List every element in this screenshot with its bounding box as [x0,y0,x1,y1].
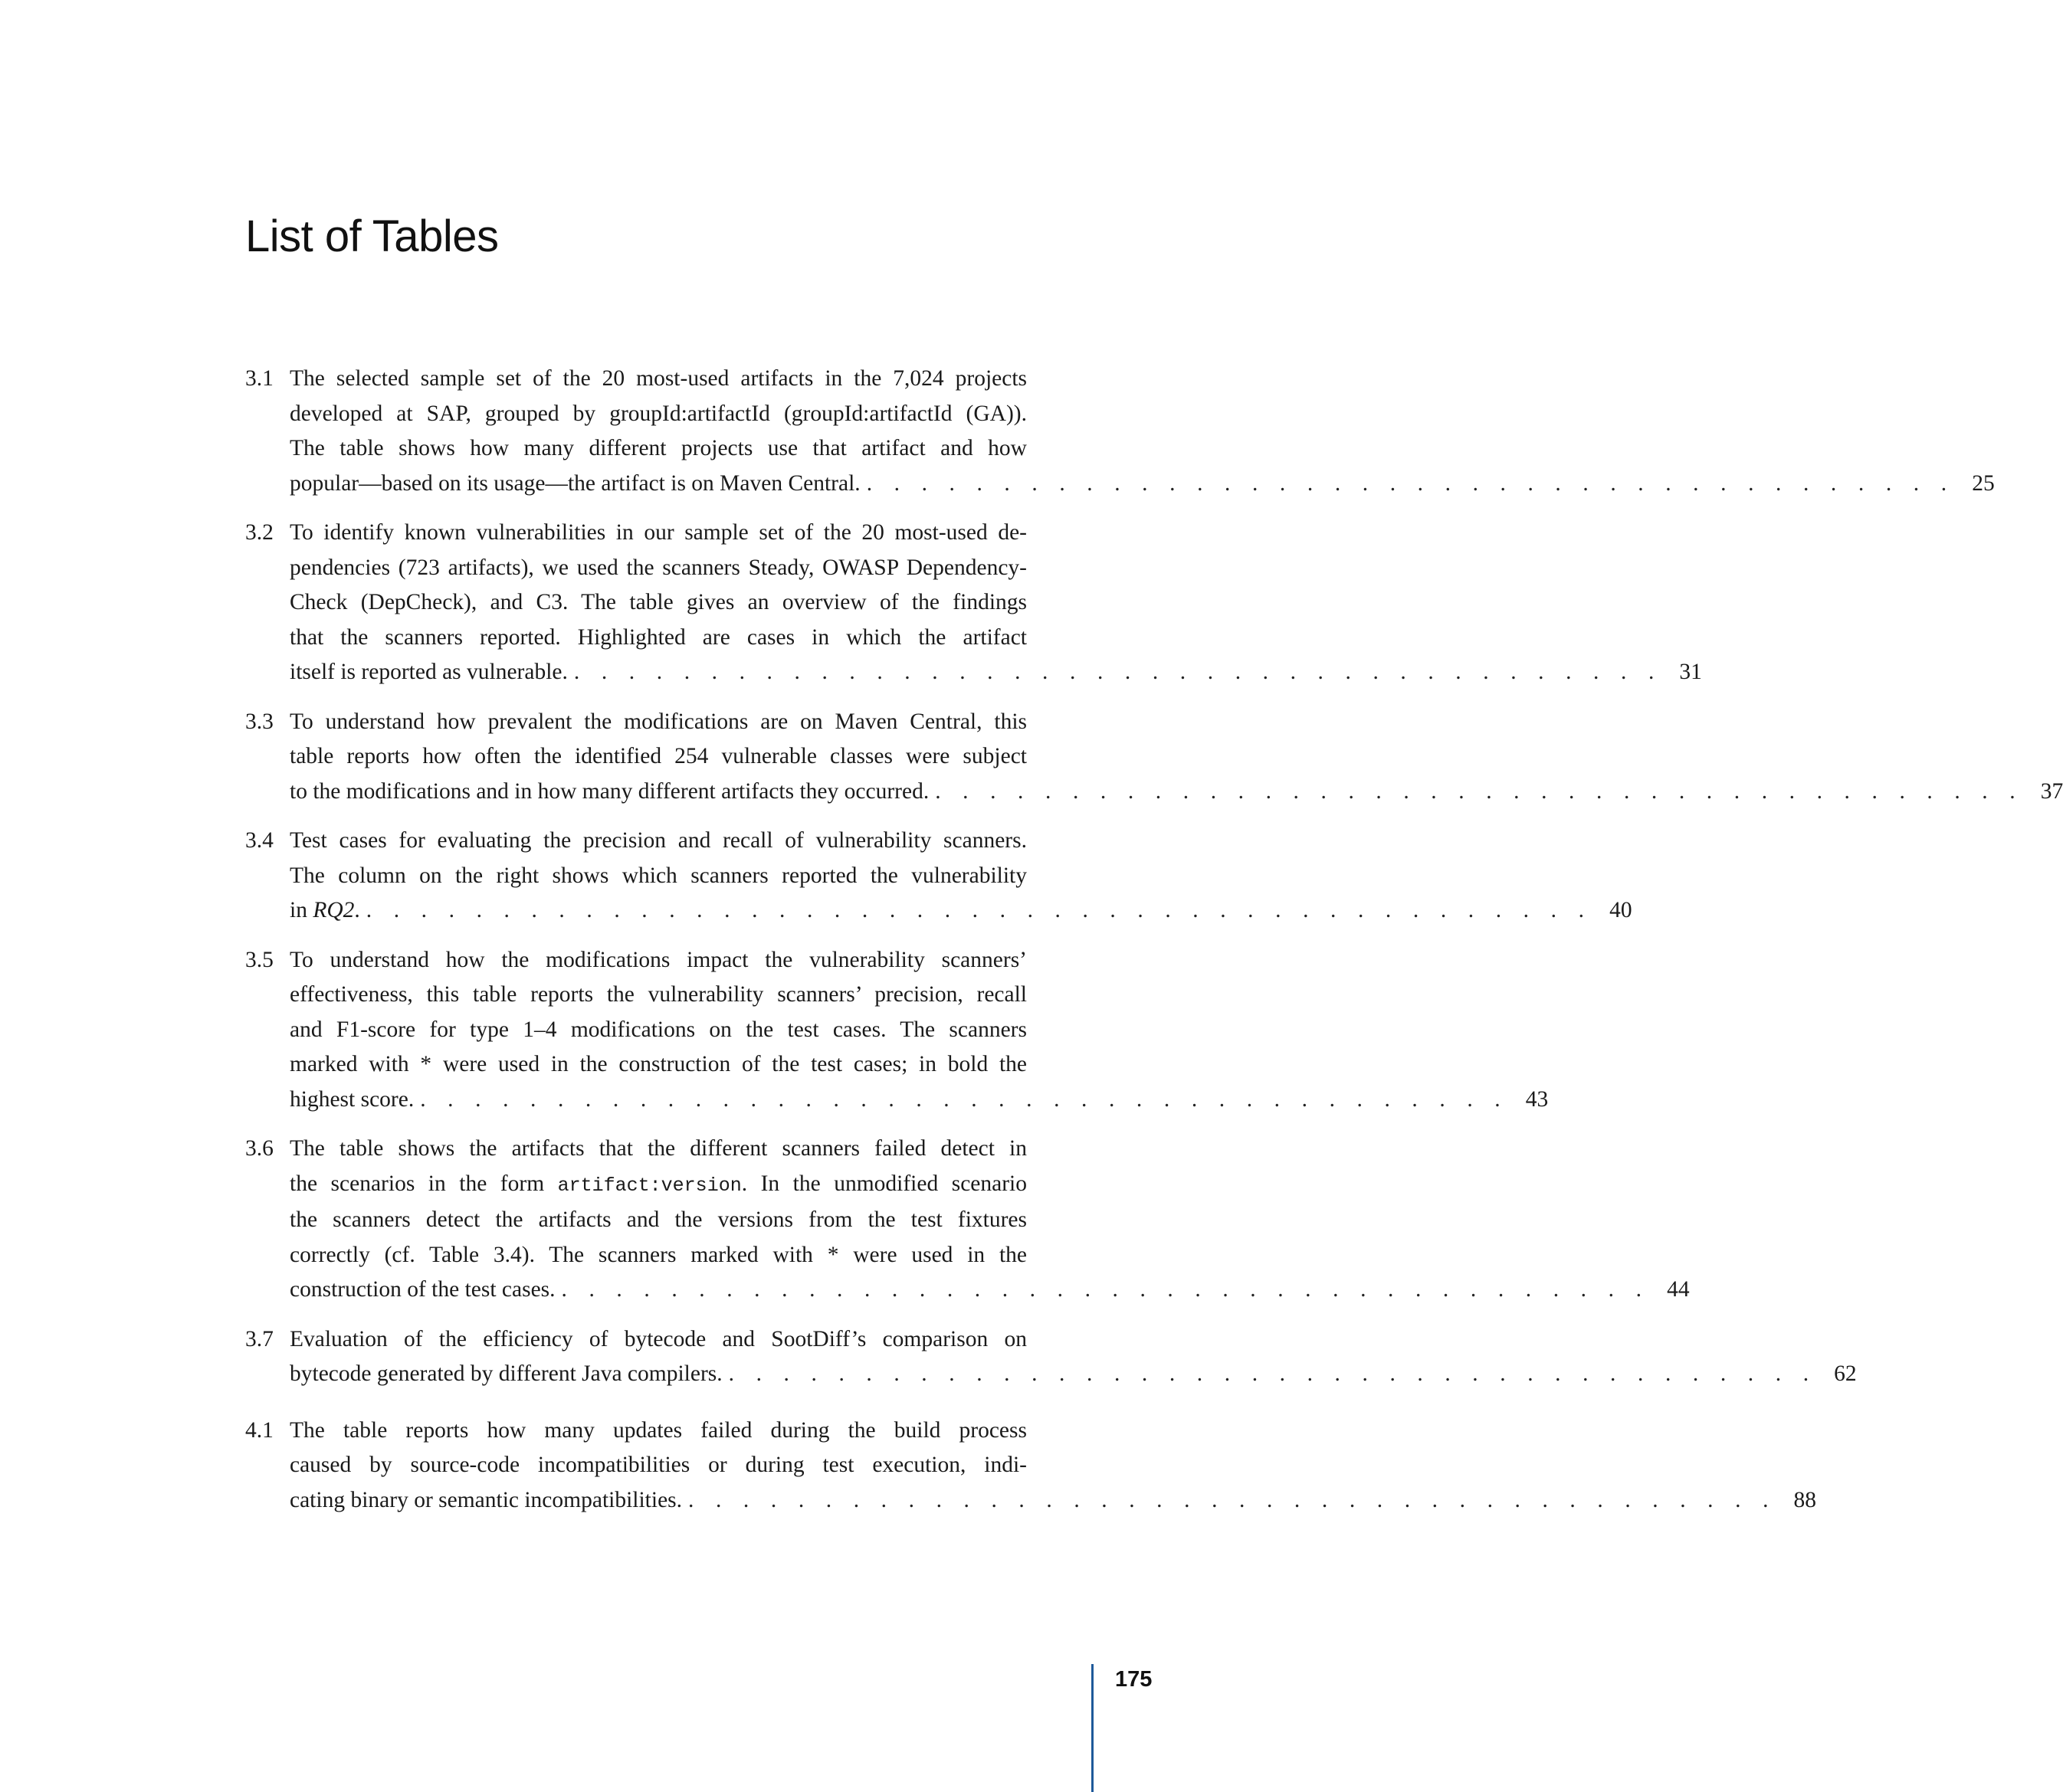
toc-entry-3-3[interactable] [245,705,2063,810]
caption-last-line [290,655,1702,690]
page-title: List of Tables [245,211,499,261]
caption-text: in [290,898,313,922]
page-ref[interactable]: 37 [2040,778,2063,804]
caption-line: marked with * were used in the construction of the test cases; in bold the [290,1052,1027,1076]
dot-leader: . . . . . . . . . . . . . . . . . . . . . . . . . . . . . . . . . . . . . . . . [935,778,2024,804]
caption-line: that the scanners reported. Highlighted are cases in which the artifact [290,624,1027,650]
caption-line: construction of the test cases. [290,1277,556,1302]
toc-entry-3-7[interactable] [245,1322,1857,1392]
caption-last-line [290,467,1995,502]
toc-entry-4-1[interactable] [245,1414,1817,1518]
caption-line: The table reports how many updates failed during the build process [290,1417,1027,1443]
caption-last-line [290,1083,1549,1118]
toc-entry-3-6[interactable] [245,1132,1690,1308]
caption-last-line [290,1357,1857,1392]
caption-line: pendencies (723 artifacts), we used the scanners Steady, OWASP Dependency- [290,555,1027,580]
page-ref[interactable]: 88 [1793,1487,1817,1512]
entry-number: 3.2 [245,520,274,545]
toc-entry-3-2[interactable] [245,516,1702,690]
caption-line: Evaluation of the efficiency of bytecode and SootDiff’s comparison on [290,1326,1027,1351]
research-question-ref: RQ2 [313,898,355,922]
caption-line: table reports how often the identified 254 vulnerable classes were subject [290,744,1027,768]
caption-line: To identify known vulnerabilities in our sample set of the 20 most-used de- [290,520,1027,545]
page-ref[interactable]: 62 [1834,1361,1857,1386]
entry-caption [290,824,1632,929]
entry-number: 3.1 [245,366,274,391]
code-literal: artifact:version [557,1174,742,1197]
caption-text: the scenarios in the form [290,1171,558,1196]
dot-leader: . . . . . . . . . . . . . . . . . . . . . . . . . . . . . . . . . . . . . . . . [688,1487,1777,1512]
entry-caption [290,516,1702,690]
caption-line: to the modifications and in how many different artifacts they occurred. [290,778,930,804]
caption-line: highest score. [290,1086,415,1112]
page-ref[interactable]: 25 [1972,470,1995,496]
caption-text: . In the unmodified scenario [741,1171,1027,1196]
caption-line: and F1-score for type 1–4 modifications on the test cases. The scanners [290,1017,1027,1042]
caption-line [290,893,360,929]
dot-leader: . . . . . . . . . . . . . . . . . . . . . . . . . . . . . . . . . . . . . . . . [573,660,1662,684]
caption-line: caused by source-code incompatibilities or during test execution, indi- [290,1453,1027,1477]
caption-line: itself is reported as vulnerable. [290,660,568,684]
caption-line: effectiveness, this table reports the vulnerability scanners’ precision, recall [290,982,1027,1007]
caption-line [290,1167,1027,1204]
caption-text: . [354,898,360,922]
caption-line: Check (DepCheck), and C3. The table gives an overview of the findings [290,590,1027,614]
caption-line: cating binary or semantic incompatibilities. [290,1487,683,1512]
toc-entry-3-5[interactable] [245,943,1549,1118]
dot-leader: . . . . . . . . . . . . . . . . . . . . . . . . . . . . . . . . . . . . . . . . . . . . . [366,898,1592,922]
caption-line: To understand how the modifications impact the vulnerability scanners’ [290,947,1027,972]
page-ref[interactable]: 44 [1667,1277,1690,1302]
entry-caption [290,943,1549,1118]
entry-number: 3.7 [245,1326,274,1351]
page-ref[interactable]: 43 [1525,1086,1549,1112]
entry-number: 3.5 [245,947,274,972]
dot-leader: . . . . . . . . . . . . . . . . . . . . . . . . . . . . . . . . . . . . . . . . [420,1086,1509,1112]
dot-leader: . . . . . . . . . . . . . . . . . . . . . . . . . . . . . . . . . . . . . . . . [866,470,1955,496]
caption-line: The table shows how many different projects use that artifact and how [290,436,1027,460]
entry-number: 3.6 [245,1136,274,1161]
caption-line: The table shows the artifacts that the different scanners failed detect in [290,1136,1027,1161]
entry-caption [290,362,1995,501]
caption-line: The column on the right shows which scanners reported the vulnerability [290,863,1027,888]
page-ref[interactable]: 31 [1679,660,1702,684]
caption-line: Test cases for evaluating the precision and recall of vulnerability scanners. [290,828,1027,853]
table-list [245,362,2063,1518]
caption-line: bytecode generated by different Java compilers. [290,1361,723,1386]
caption-line: correctly (cf. Table 3.4). The scanners marked with * were used in the [290,1242,1027,1267]
caption-last-line [290,1273,1690,1308]
caption-last-line [290,893,1632,929]
entry-number: 4.1 [245,1417,274,1443]
caption-last-line [290,1483,1817,1518]
caption-line: the scanners detect the artifacts and the versions from the test fixtures [290,1207,1027,1232]
dot-leader: . . . . . . . . . . . . . . . . . . . . . . . . . . . . . . . . . . . . . . . . [728,1361,1817,1386]
dot-leader: . . . . . . . . . . . . . . . . . . . . . . . . . . . . . . . . . . . . . . . . [561,1277,1650,1302]
caption-line: The selected sample set of the 20 most-used artifacts in the 7,024 projects [290,366,1027,391]
page-number: 175 [1115,1667,1153,1692]
entry-caption [290,1414,1817,1518]
entry-caption [290,1322,1857,1392]
caption-line: To understand how prevalent the modifications are on Maven Central, this [290,709,1027,734]
caption-line: popular—based on its usage—the artifact is on Maven Central. [290,470,861,496]
entry-caption [290,705,2063,810]
page-ref[interactable]: 40 [1609,898,1632,922]
entry-caption [290,1132,1690,1308]
toc-entry-3-4[interactable] [245,824,1632,929]
page-margin-rule [1091,1664,1094,1792]
entry-number: 3.4 [245,828,274,853]
caption-line: developed at SAP, grouped by groupId:artifactId (groupId:artifactId (GA)). [290,401,1027,426]
toc-entry-3-1[interactable] [245,362,1995,501]
caption-last-line [290,775,2063,810]
entry-number: 3.3 [245,709,274,734]
